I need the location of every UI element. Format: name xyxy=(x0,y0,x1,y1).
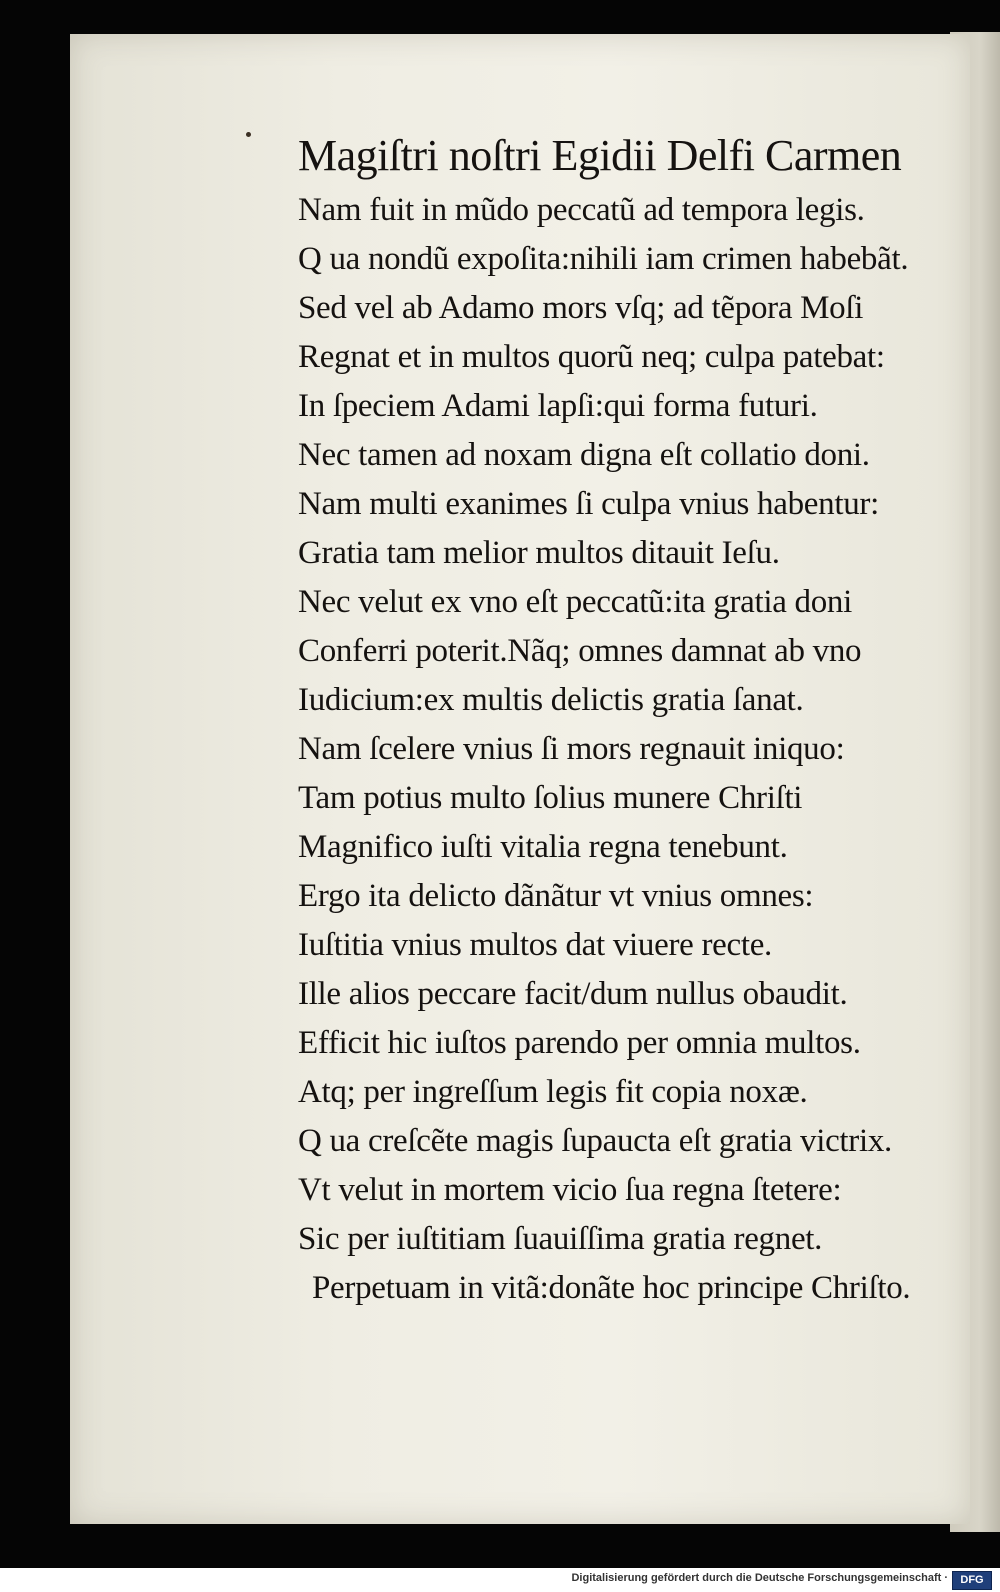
poem-line: In ſpeciem Adami lapſi:qui forma futuri. xyxy=(298,388,818,424)
dfg-logo: DFG xyxy=(952,1571,992,1590)
poem-line: Perpetuam in vitã:donãte hoc principe Chriſto. xyxy=(312,1270,911,1306)
poem-line: Magnifico iuſti vitalia regna tenebunt. xyxy=(298,829,788,865)
ink-spot xyxy=(246,132,251,137)
digitization-footer xyxy=(0,1568,1000,1592)
poem-line: Gratia tam melior multos ditauit Ieſu. xyxy=(298,535,780,571)
poem-line: Iuſtitia vnius multos dat viuere recte. xyxy=(298,927,773,963)
poem-line: Vt velut in mortem vicio ſua regna ſtetere: xyxy=(298,1172,842,1208)
poem-line: Iudicium:ex multis delictis gratia ſanat. xyxy=(298,682,804,718)
poem-line: Ergo ita delicto dãnãtur vt vnius omnes: xyxy=(298,878,814,914)
poem-line: Ille alios peccare facit/dum nullus obaudit. xyxy=(298,976,848,1012)
poem-line: Regnat et in multos quorũ neq; culpa patebat: xyxy=(298,339,885,375)
poem-line: Efficit hic iuſtos parendo per omnia multos. xyxy=(298,1025,861,1061)
poem-lines xyxy=(298,186,970,1313)
poem-title: Magiſtri noſtri Egidii Delfi Carmen xyxy=(298,131,902,180)
poem-line: Conferri poterit.Nãq; omnes damnat ab vno xyxy=(298,633,862,669)
poem-line: Nec tamen ad noxam digna eſt collatio doni. xyxy=(298,437,870,473)
poem-line: Atq; per ingreſſum legis fit copia noxæ. xyxy=(298,1074,808,1110)
poem-text-block xyxy=(298,130,970,1313)
poem-line: Nec velut ex vno eſt peccatũ:ita gratia doni xyxy=(298,584,852,620)
poem-line: Sed vel ab Adamo mors vſq; ad tẽpora Moſi xyxy=(298,290,864,326)
poem-line: Sic per iuſtitiam ſuauiſſima gratia regnet. xyxy=(298,1221,823,1257)
dfg-credit-text: Digitalisierung gefördert durch die Deutsche Forschungsgemeinschaft · xyxy=(571,1572,948,1584)
poem-line: Q ua nondũ expoſita:nihili iam crimen habebãt. xyxy=(298,241,909,277)
poem-line: Q ua creſcẽte magis ſupaucta eſt gratia victrix. xyxy=(298,1123,892,1159)
poem-line: Nam ſcelere vnius ſi mors regnauit iniquo: xyxy=(298,731,845,767)
poem-line: Nam multi exanimes ſi culpa vnius habentur: xyxy=(298,486,879,522)
poem-line: Tam potius multo ſolius munere Chriſti xyxy=(298,780,803,816)
poem-line: Nam fuit in mũdo peccatũ ad tempora legis. xyxy=(298,192,865,228)
